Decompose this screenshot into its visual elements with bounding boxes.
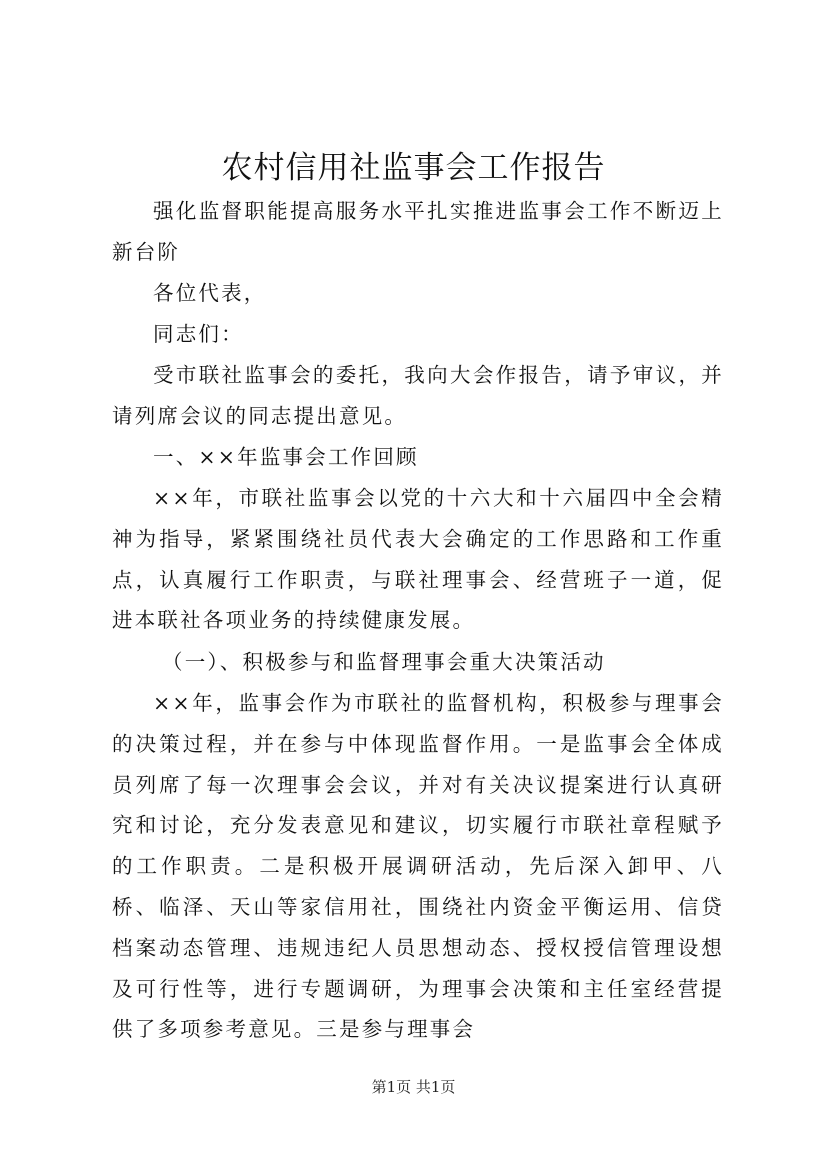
paragraph-review: ××年，市联社监事会以党的十六大和十六届四中全会精神为指导，紧紧围绕社员代表大会确定的工作思路和工作重点，认真履行工作职责，与联社理事会、经营班子一道，促进本联社各项业务的持续健康发展。 — [112, 486, 724, 633]
page-number-footer: 第1页 共1页 — [371, 1078, 456, 1096]
salutation-representatives: 各位代表， — [153, 281, 267, 305]
section-heading-review: 一、××年监事会工作回顾 — [153, 445, 419, 469]
subsection-heading-decisions: （一）、积极参与和监督理事会重大决策活动 — [162, 650, 606, 674]
paragraph-intro: 受市联社监事会的委托，我向大会作报告，请予审议，并请列席会议的同志提出意见。 — [112, 363, 724, 428]
paragraph-decisions: ××年，监事会作为市联社的监督机构，积极参与理事会的决策过程，并在参与中体现监督作用。一是监事会全体成员列席了每一次理事会会议，并对有关决议提案进行认真研究和讨论，充分发表意见和建议，切实履行市联社章程赋予的工作职责。二是积极开展调研活动，先后深入卸甲、八桥、临泽、天山等家信用社，围绕社内资金平衡运用、信贷档案动态管理、违规违纪人员思想动态、授权授信管理设想及可行性等，进行专题调研，为理事会决策和主任室经营提供了多项参考意见。三是参与理事会 — [112, 691, 724, 1042]
document-title: 农村信用社监事会工作报告 — [221, 150, 606, 186]
salutation-comrades: 同志们： — [153, 322, 244, 346]
document-subtitle: 强化监督职能提高服务水平扎实推进监事会工作不断迈上新台阶 — [112, 199, 724, 264]
